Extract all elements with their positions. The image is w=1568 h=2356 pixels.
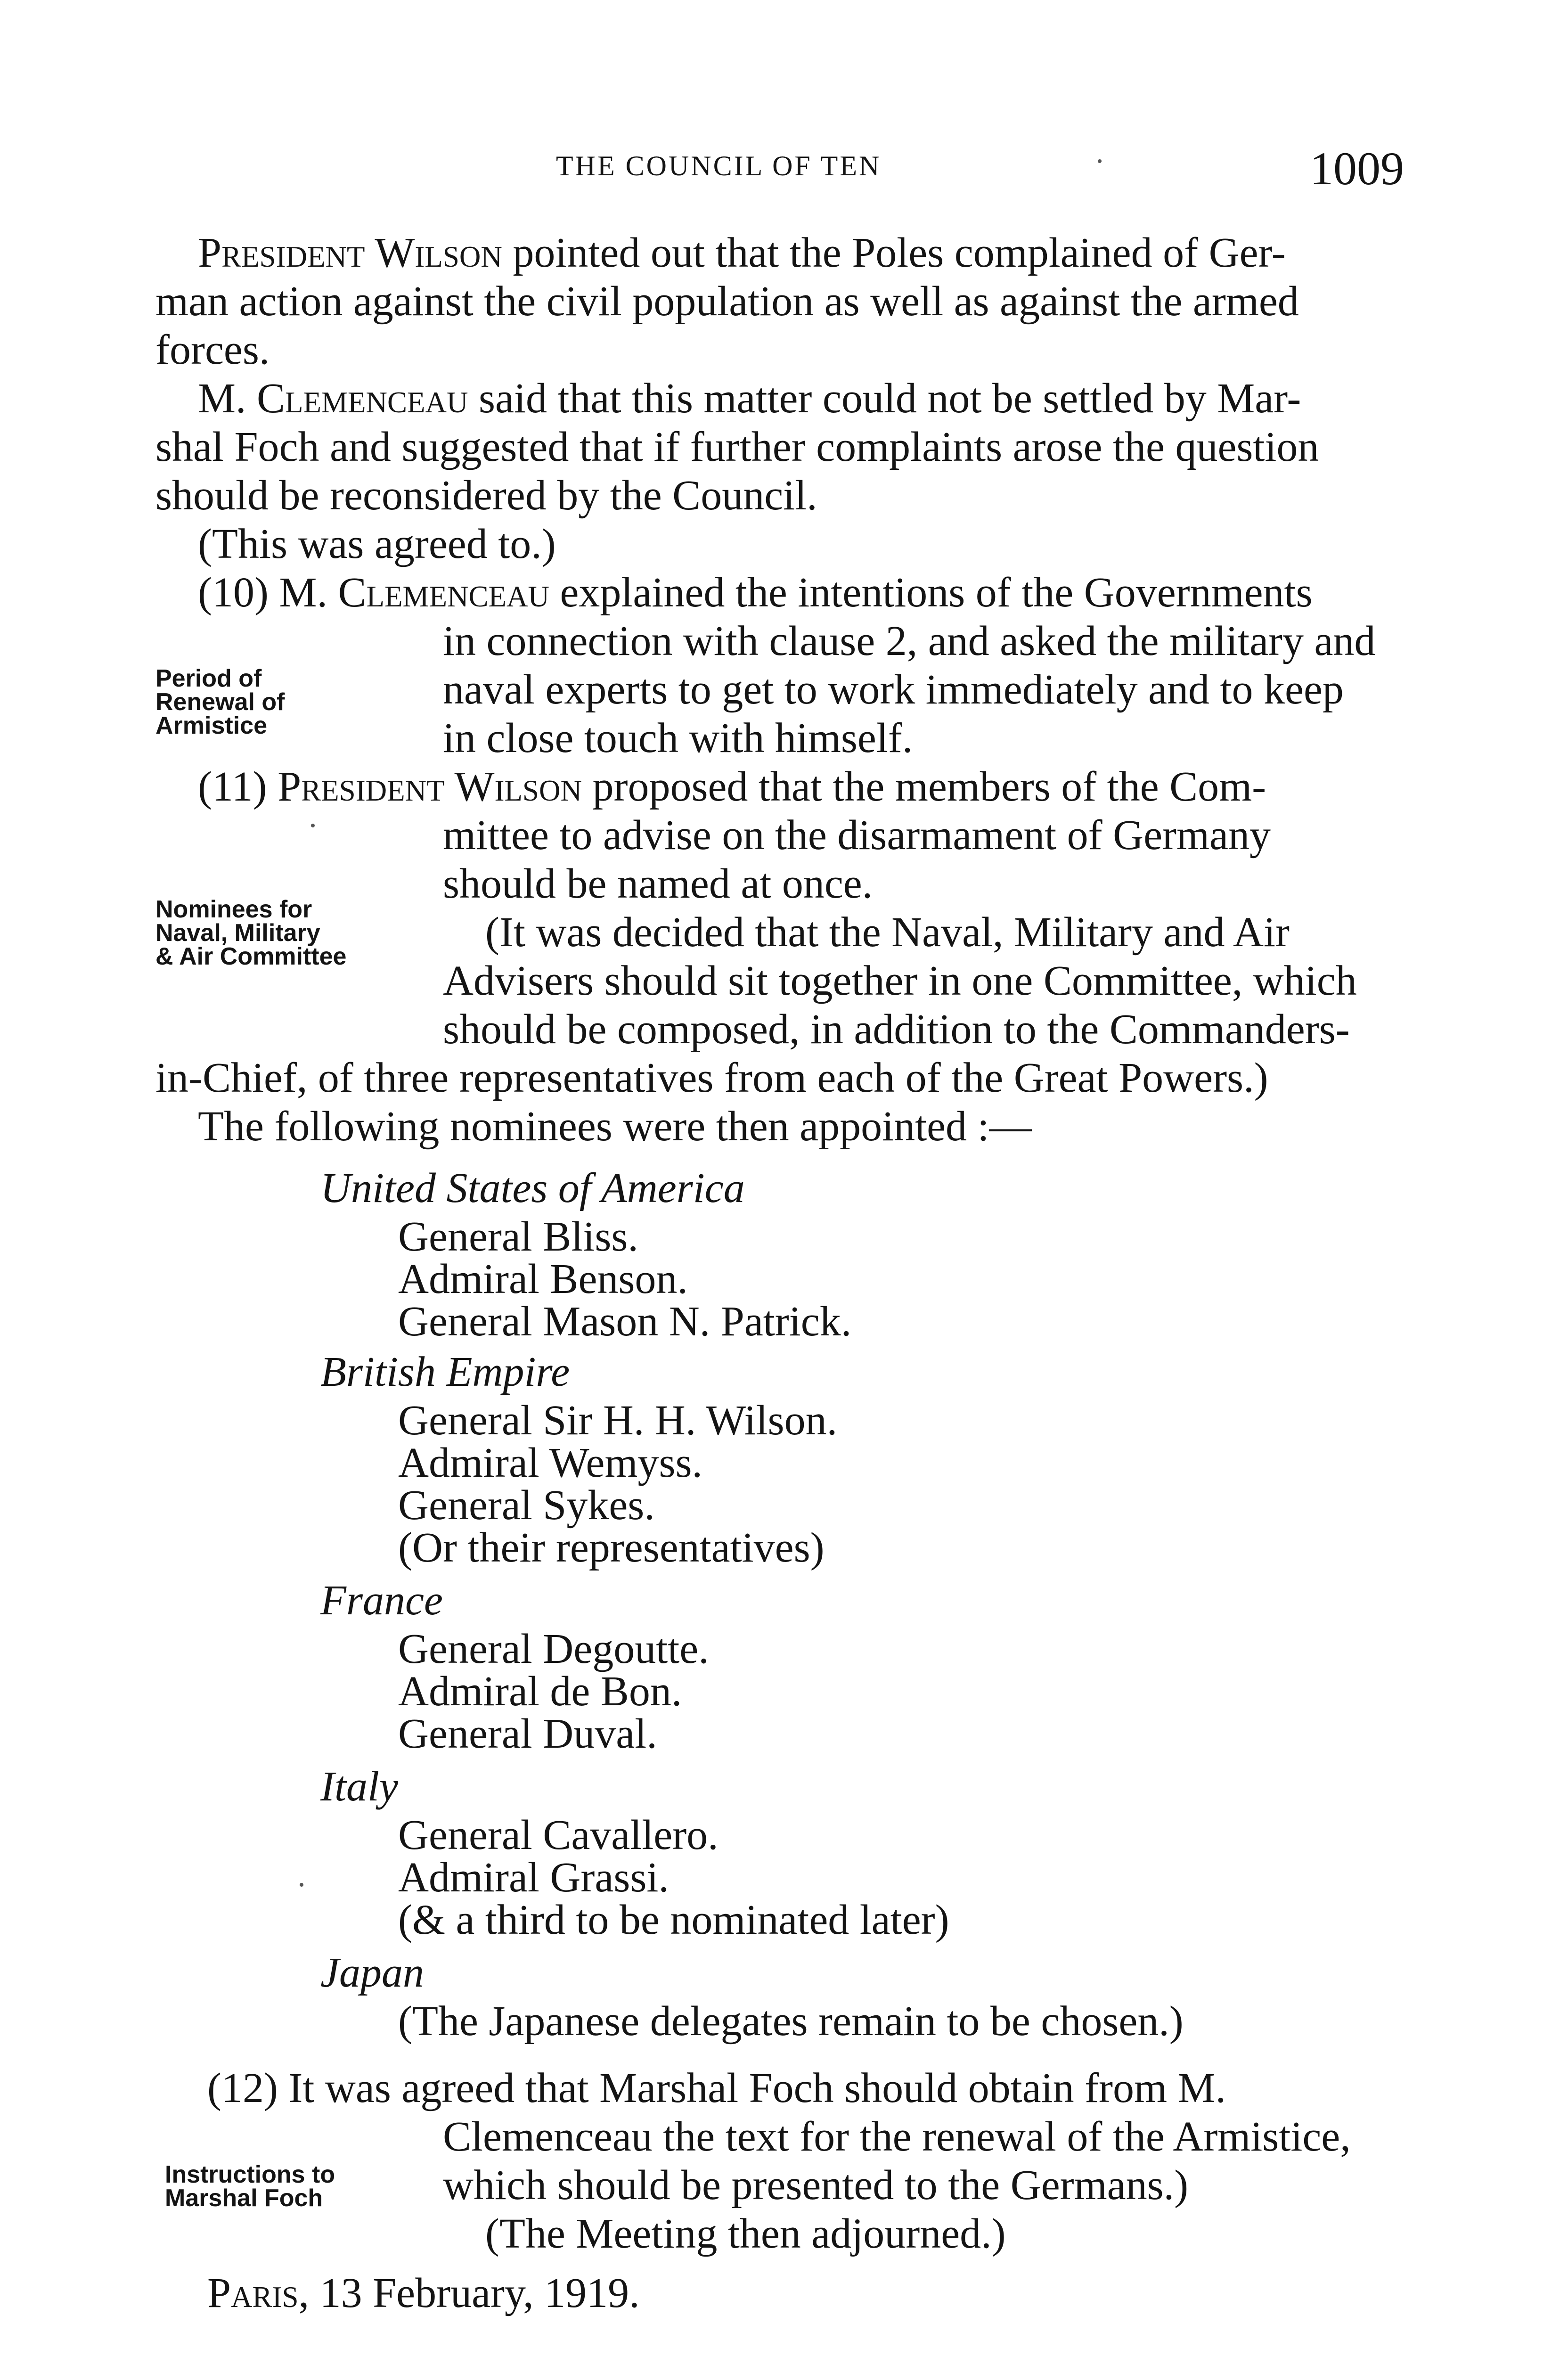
margin-note-line: Naval, Military	[155, 919, 320, 947]
item10-line1-text: explained the intentions of the Governments	[549, 569, 1313, 616]
nominee-name: Admiral Wemyss.	[398, 1440, 703, 1486]
scan-speck	[311, 824, 315, 827]
nominee-name: (Or their representatives)	[398, 1524, 825, 1571]
margin-note-period-of-renewal	[155, 667, 285, 737]
paragraph-line: The following nominees were then appointed :—	[198, 1103, 1032, 1150]
paragraph-line: mittee to advise on the disarmament of Germany	[443, 812, 1271, 859]
paragraph-line: Advisers should sit together in one Committee, which	[443, 957, 1357, 1004]
country-heading: France	[320, 1577, 443, 1624]
nominee-name: Admiral Grassi.	[398, 1854, 669, 1901]
nominee-name: (& a third to be nominated later)	[398, 1897, 949, 1943]
paragraph-line: (This was agreed to.)	[198, 521, 556, 567]
country-heading: Japan	[320, 1949, 424, 1996]
country-heading: British Empire	[320, 1349, 570, 1395]
margin-note-line: Instructions to	[165, 2161, 335, 2188]
paragraph-line: (It was decided that the Naval, Military and Air	[485, 909, 1290, 956]
nominee-name: General Sir H. H. Wilson.	[398, 1397, 838, 1444]
margin-note-line: Nominees for	[155, 896, 312, 923]
nominee-name: General Duval.	[398, 1710, 657, 1757]
margin-note-line: Armistice	[155, 712, 267, 739]
nominee-name: General Mason N. Patrick.	[398, 1298, 852, 1345]
speaker-name: Clemenceau	[257, 375, 468, 422]
nominee-name: General Bliss.	[398, 1213, 638, 1260]
margin-note-line: Marshal Foch	[165, 2184, 323, 2212]
item-number: (11)	[198, 763, 267, 810]
paragraph-line: shal Foch and suggested that if further complaints arose the question	[155, 424, 1319, 470]
item12-line1	[207, 2064, 1226, 2112]
p1-line1-text: pointed out that the Poles complained of Ger-	[502, 229, 1286, 276]
scan-speck	[300, 1883, 303, 1887]
country-heading: United States of America	[320, 1165, 745, 1211]
speaker-name: Clemenceau	[338, 569, 549, 616]
paragraph-line: should be composed, in addition to the Commanders-	[443, 1006, 1350, 1053]
nominee-name: General Cavallero.	[398, 1812, 719, 1858]
country-heading: Italy	[320, 1763, 398, 1810]
paragraph-line: Clemenceau the text for the renewal of the Armistice,	[443, 2113, 1351, 2160]
paragraph-line: should be reconsidered by the Council.	[155, 472, 817, 519]
margin-note-line: Period of	[155, 665, 262, 692]
paragraph-line: in close touch with himself.	[443, 715, 913, 761]
paragraph-line: in connection with clause 2, and asked the military and	[443, 618, 1376, 664]
p2-prefix: M.	[198, 375, 257, 422]
scan-speck	[1098, 159, 1102, 163]
paragraph-line: forces.	[155, 327, 270, 373]
item11-line1	[198, 762, 1266, 811]
item10-prefix: M.	[268, 569, 338, 616]
margin-note-line: Renewal of	[155, 688, 285, 716]
nominee-name: (The Japanese delegates remain to be chosen.)	[398, 1998, 1184, 2045]
paragraph-line: which should be presented to the Germans.)	[443, 2162, 1189, 2209]
paragraph-line	[198, 229, 1404, 277]
item12-line1-text: It was agreed that Marshal Foch should obtain from M.	[278, 2065, 1226, 2111]
paragraph-line: naval experts to get to work immediately and to keep	[443, 666, 1344, 713]
speaker-name: President Wilson	[278, 763, 582, 810]
closing-date: , 13 February, 1919.	[298, 2270, 640, 2316]
nominee-name: Admiral Benson.	[398, 1256, 688, 1302]
p2-line1-text: said that this matter could not be settled by Mar-	[468, 375, 1301, 422]
paragraph-line: should be named at once.	[443, 860, 873, 907]
item11-line1-text: proposed that the members of the Com-	[581, 763, 1266, 810]
margin-note-instructions	[165, 2163, 335, 2210]
paragraph-line: in-Chief, of three representatives from each of the Great Powers.)	[155, 1055, 1268, 1101]
closing-dateline	[207, 2269, 640, 2317]
p1-line1	[198, 229, 1286, 277]
item10-line1	[198, 568, 1313, 617]
nominee-name: General Degoutte.	[398, 1626, 709, 1672]
nominee-name: General Sykes.	[398, 1482, 655, 1529]
page-number: 1009	[1310, 142, 1404, 195]
paragraph-line: (The Meeting then adjourned.)	[485, 2210, 1006, 2257]
item-number: (10)	[198, 569, 269, 616]
place-name: Paris	[207, 2270, 299, 2316]
margin-note-nominees	[155, 898, 346, 968]
margin-note-line: & Air Committee	[155, 943, 347, 970]
speaker-name: President Wilson	[198, 229, 502, 276]
item-number: (12)	[207, 2065, 278, 2111]
paragraph-line: man action against the civil population as well as against the armed	[155, 278, 1299, 325]
p2-line1	[198, 374, 1301, 423]
nominee-name: Admiral de Bon.	[398, 1668, 682, 1715]
running-header: THE COUNCIL OF TEN	[556, 150, 882, 181]
